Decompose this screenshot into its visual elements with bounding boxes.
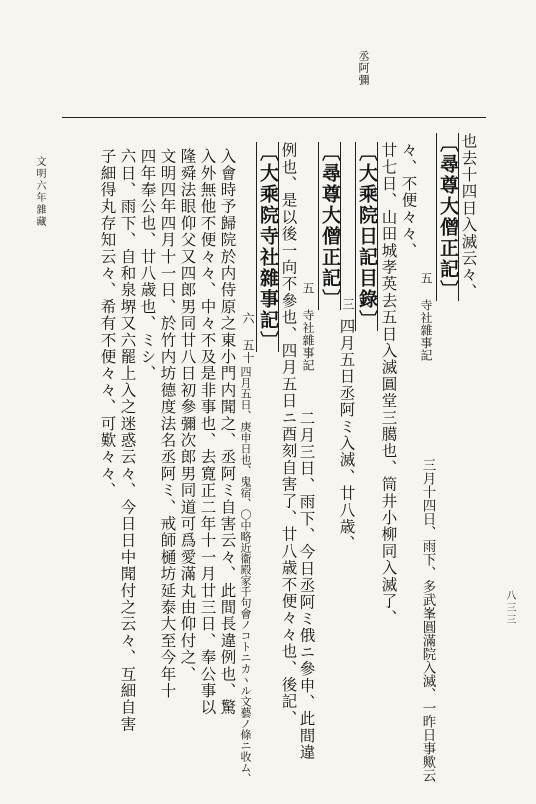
source-heading-1: 〔尋尊大僧正記〕: [437, 133, 459, 301]
source-note-4: 六 五十: [241, 312, 255, 364]
source-heading-3: 〔尋尊大僧正記〕: [319, 142, 341, 310]
running-title: 文明六年雜藏: [34, 156, 45, 228]
text-column-22: 六日、雨下、自和泉堺又六罷上入之迷惑云々、今日日中聞付之云々、互細自害: [118, 148, 137, 733]
text-column-19: 隆舜法眼仰父又四郎男同廿八日初參彌次郎男同道可爲愛滿丸由仰付之、: [178, 148, 197, 683]
source-note-2: 三: [341, 298, 355, 311]
text-column-18: 入外無他不便々々、中々不及是非事也、去寛正二年十一月廿三日、奉公事以: [198, 148, 217, 716]
text-column-20: 文明四年四月十一日、於竹内坊德度法名丞阿ミ、戒師樋坊延泰大至今年十: [158, 148, 177, 700]
text-column-5: 々、不便々々、: [399, 142, 418, 259]
source-note-1: 五 寺社雜事記: [419, 272, 433, 362]
text-column-23: 子細得丸存知云々、希有不便々々、可歎々々、: [98, 148, 117, 499]
source-note-3: 五 寺社雜事記: [301, 282, 315, 372]
source-heading-2: 〔大乘院日記目錄〕: [356, 142, 378, 331]
text-column-9: 四月五日丞阿ミ入滅、廿八歳、: [337, 318, 356, 552]
source-heading-4: 〔大乘院寺社雜事記〕: [257, 142, 279, 352]
text-column-16: 四月五日、庚申日也、鬼宿、〇中略近衞殿家千句會ノコトニカヽル文藝ノ條ニ收ム、: [239, 366, 252, 784]
text-column-4: 三月十四日、雨下、多武峯圓滿院入滅、一昨日事歟云: [419, 458, 436, 782]
text-column-6: 廿七日、山田城孝英去五日入滅圓堂三臈也、筒井小柳同入滅了、: [379, 142, 398, 627]
text-column-13: 例也、是以後一向不參也、四月五日ニ酉刻自害了、廿八歳不便々々也、後記、: [279, 142, 298, 727]
text-column-21: 四年奉公也、廿八歳也、ミシ、: [138, 148, 157, 382]
page-number: 八三三: [504, 590, 515, 626]
page-header-title: 丞阿彌: [357, 50, 370, 86]
text-column-12: 二月三日、雨下、今日丞阿ミ俄ニ參申、此間違: [297, 410, 316, 761]
text-column-17: 入會時予歸院於内侍原之東小門内聞之、丞阿ミ自害云々、此間長違例也、驚: [218, 148, 237, 716]
text-column-1: 也去十四日入滅云々、: [459, 133, 478, 300]
header-rule: [62, 117, 486, 118]
